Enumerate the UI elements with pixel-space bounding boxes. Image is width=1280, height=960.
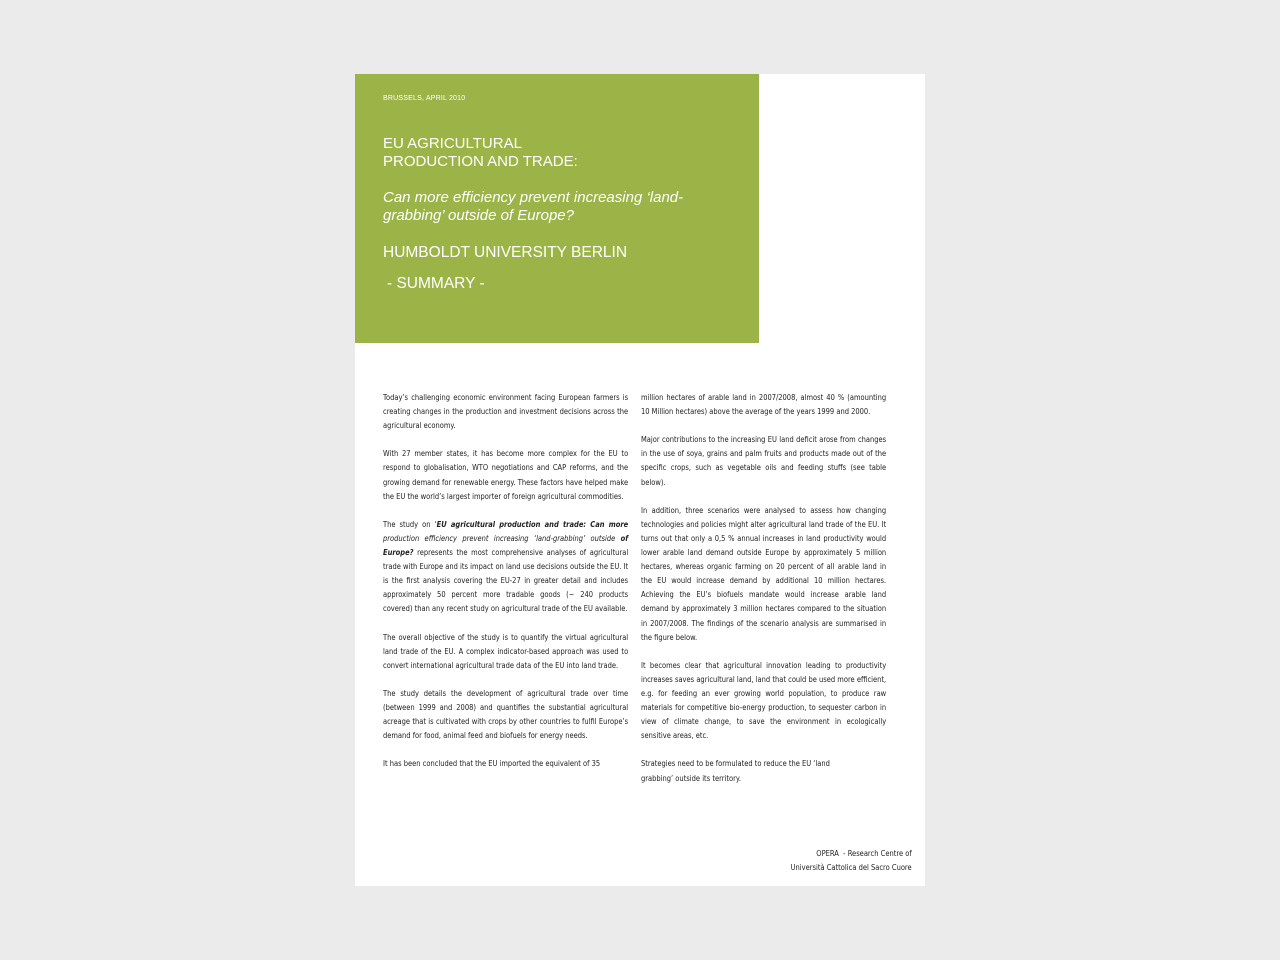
paragraph: In addition, three scenarios were analysed to assess how changing technologies and policies might alter agricultural land trade of the EU. It turns out that only a 0,5 % annual increases in land productivity would lower arable land demand outside Europe by approximately 5 million hectares, whereas organic farming on 20 percent of all arable land in the EU would increase demand by additional 10 million hectares. Achieving the EU’s biofuels mandate would increase arable land demand by approximately 3 million hectares compared to the situation in 2007/2008. The findings of the scenario analysis are summarised in the figure below. (641, 504, 887, 642)
paragraph-study (383, 517, 628, 616)
university-name: HUMBOLDT UNIVERSITY BERLIN (383, 244, 628, 261)
paragraph: The overall objective of the study is to quantify the virtual agricultural land trade of the EU. A complex indicator-based approach was used to convert international agricultural trade data of the EU into land trade. (383, 631, 629, 670)
paragraph: It has been concluded that the EU imported the equivalent of 35 (383, 758, 601, 769)
study-intro: The study on ‘ (383, 518, 437, 529)
footer-credit (791, 846, 912, 874)
title-line-1: EU AGRICULTURAL (383, 135, 522, 152)
body-column-left (383, 390, 629, 771)
footer-line-2: Università Cattolica del Sacro Cuore (790, 862, 912, 873)
study-title-italic: production efficiency prevent increasing ‘land-grabbing’ outside (383, 532, 621, 543)
footer-line-1: OPERA - Research Centre of (816, 848, 912, 858)
study-title-end: of Europe? (383, 532, 629, 558)
title-line-2: PRODUCTION AND TRADE: (383, 153, 578, 170)
dateline: BRUSSELS, APRIL 2010 (383, 95, 466, 102)
body-column-right (641, 390, 887, 799)
paragraph: Strategies need to be formulated to reduce the EU ‘land grabbing’ outside its territory. (641, 758, 830, 783)
summary-label: - SUMMARY - (387, 275, 485, 292)
paragraph: The study details the development of agricultural trade over time (between 1999 and 2008) and quantifies the substantial agricultural acreage that is cultivated with crops by other countries to fulfil Europe’s demand for food, animal feed and biofuels for energy needs. (383, 687, 629, 741)
paragraph: million hectares of arable land in 2007/2008, almost 40 % (amounting 10 Million hectares) above the average of the years 1999 and 2000. (641, 392, 887, 417)
document-subtitle: Can more efficiency prevent increasing ‘land-grabbing’ outside of Europe? (383, 189, 684, 224)
document-page (355, 74, 925, 886)
study-description: represents the most comprehensive analyses of agricultural trade with Europe and its impact on land use decisions outside the EU. It is the first analysis covering the EU-27 in greater detail and includes approximately 50 percent more tradable goods (~ 240 products covered) than any recent study on agricultural trade of the EU available. (383, 547, 629, 614)
paragraph: It becomes clear that agricultural innovation leading to productivity increases saves agricultural land, land that could be used more efficient, e.g. for feeding an ever growing world population, to produce raw materials for competitive bio-energy production, to sequester carbon in view of climate change, to save the environment in ecologically sensitive areas, etc. (641, 659, 887, 741)
paragraph: Today’s challenging economic environment facing European farmers is creating changes in the production and investment decisions across the agricultural economy. (383, 392, 629, 431)
study-title-bold: EU agricultural production and trade: Can more (436, 518, 629, 529)
document-title (383, 135, 723, 171)
paragraph: With 27 member states, it has become more complex for the EU to respond to globalisation, WTO negotiations and CAP reforms, and the growing demand for renewable energy. These factors have helped make the EU the world’s largest importer of foreign agricultural commodities. (383, 448, 629, 501)
paragraph: Major contributions to the increasing EU land deficit arose from changes in the use of soya, grains and palm fruits and products made out of the specific crops, such as vegetable oils and feeding stuffs (see table below). (641, 434, 887, 487)
title-banner (355, 74, 759, 343)
